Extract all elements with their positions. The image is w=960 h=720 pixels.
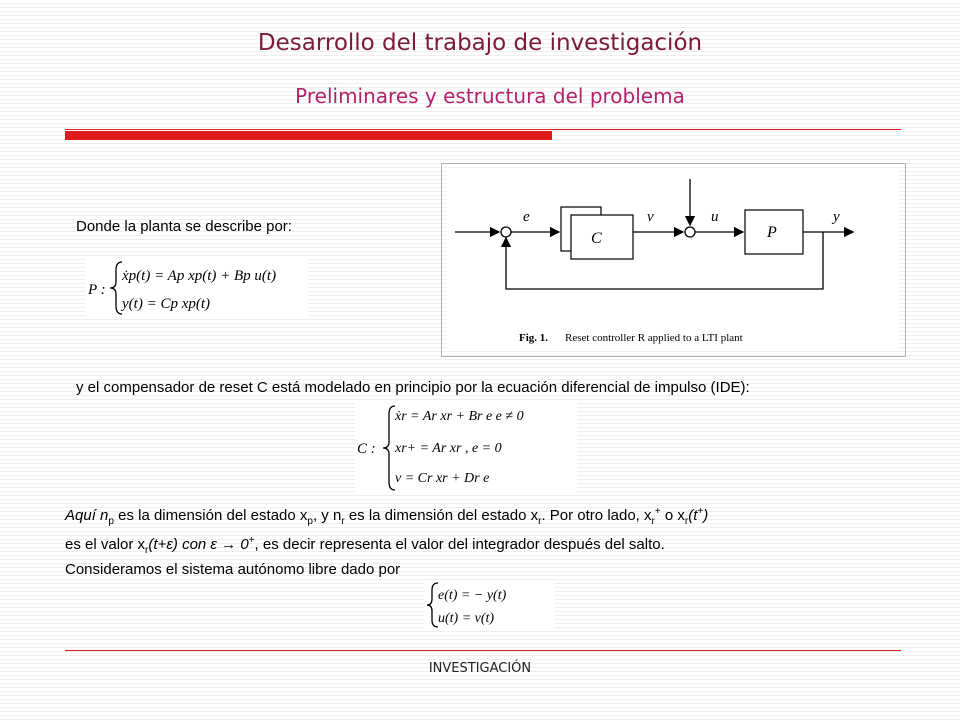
para-span-6: o x	[660, 507, 685, 524]
plant-intro-text: Donde la planta se describe por:	[76, 218, 292, 235]
para-span-5: . Por otro lado, x	[541, 507, 652, 524]
autonomous-equation	[424, 580, 554, 630]
plant-eq-row2: y(t) = Cp xp(t)	[122, 296, 211, 312]
sup-plus-2: +	[697, 506, 704, 517]
summing-junction-2	[685, 227, 695, 237]
para-span-11: , es decir representa el valor del integrador después del salto.	[254, 536, 665, 553]
plant-equation-svg	[86, 258, 308, 318]
slide-title: Desarrollo del trabajo de investigación	[257, 30, 703, 56]
header-red-bar	[65, 131, 552, 140]
sub-r-5: r	[145, 545, 149, 556]
para-span-8: )	[703, 507, 709, 524]
paragraph-line-2	[65, 531, 905, 560]
para-span-2: es la dimensión del estado x	[113, 507, 308, 524]
paragraph-line-3: Consideramos el sistema autónomo libre dado por	[65, 561, 401, 578]
c-block-front	[571, 215, 633, 259]
plant-brace-icon	[110, 262, 122, 314]
compensator-sentence: y el compensador de reset C está modelado en principio por la ecuación diferencial de impulso (IDE):	[76, 379, 750, 396]
para-aqui: Aquí n	[65, 507, 109, 524]
paragraph-line-1	[65, 502, 905, 531]
summing-junction-1	[501, 227, 511, 237]
sup-plus-3: +	[248, 535, 255, 546]
ide-eq-name: C :	[357, 441, 376, 457]
para-span-9: es el valor x	[65, 536, 146, 553]
figure-caption-text: Reset controller R applied to a LTI plant	[565, 332, 743, 344]
footer-rule	[65, 650, 901, 651]
autonomous-equation-svg	[424, 580, 554, 630]
label-v: v	[647, 209, 654, 225]
autonomous-eq-row2: u(t) = v(t)	[438, 611, 495, 626]
para-span-3: , y n	[312, 507, 342, 524]
ide-brace-icon	[383, 406, 395, 490]
sub-r-3: r	[651, 516, 655, 527]
autonomous-brace-icon	[427, 583, 438, 627]
plant-eq-row1: ẋp(t) = Ap xp(t) + Bp u(t)	[122, 268, 277, 284]
sub-p-2: p	[307, 516, 313, 527]
sub-p-1: p	[108, 516, 114, 527]
autonomous-eq-row1: e(t) = − y(t)	[438, 588, 507, 603]
label-e: e	[523, 209, 530, 225]
label-p: P	[767, 224, 777, 241]
para-span-4: es la dimensión del estado x	[344, 507, 539, 524]
ide-eq-row3: v = Cr xr + Dr e	[395, 471, 490, 486]
sub-r-1: r	[341, 516, 345, 527]
sup-plus-1: +	[654, 506, 661, 517]
explanation-paragraph	[65, 502, 905, 579]
plant-eq-name: P :	[88, 282, 106, 298]
footer-text: INVESTIGACIÓN	[428, 661, 532, 676]
ide-equation-svg	[355, 402, 577, 494]
ide-equation	[355, 402, 577, 494]
label-y: y	[833, 209, 840, 225]
slide-subtitle: Preliminares y estructura del problema	[295, 84, 685, 108]
header-thin-rule	[65, 129, 901, 130]
block-diagram-svg	[447, 169, 898, 349]
para-span-7: (t	[688, 507, 698, 524]
sub-r-2: r	[538, 516, 542, 527]
ide-eq-row1: ẋr = Ar xr + Br e e ≠ 0	[395, 409, 524, 424]
label-u: u	[711, 209, 719, 225]
block-diagram-figure	[447, 169, 898, 349]
ide-eq-row2: xr+ = Ar xr , e = 0	[395, 441, 502, 456]
para-span-10: (t+ε) con ε → 0	[148, 536, 249, 553]
figure-caption-number: Fig. 1.	[519, 332, 549, 344]
plant-equation	[86, 258, 308, 318]
sub-r-4: r	[684, 516, 689, 527]
label-c: C	[591, 230, 602, 247]
